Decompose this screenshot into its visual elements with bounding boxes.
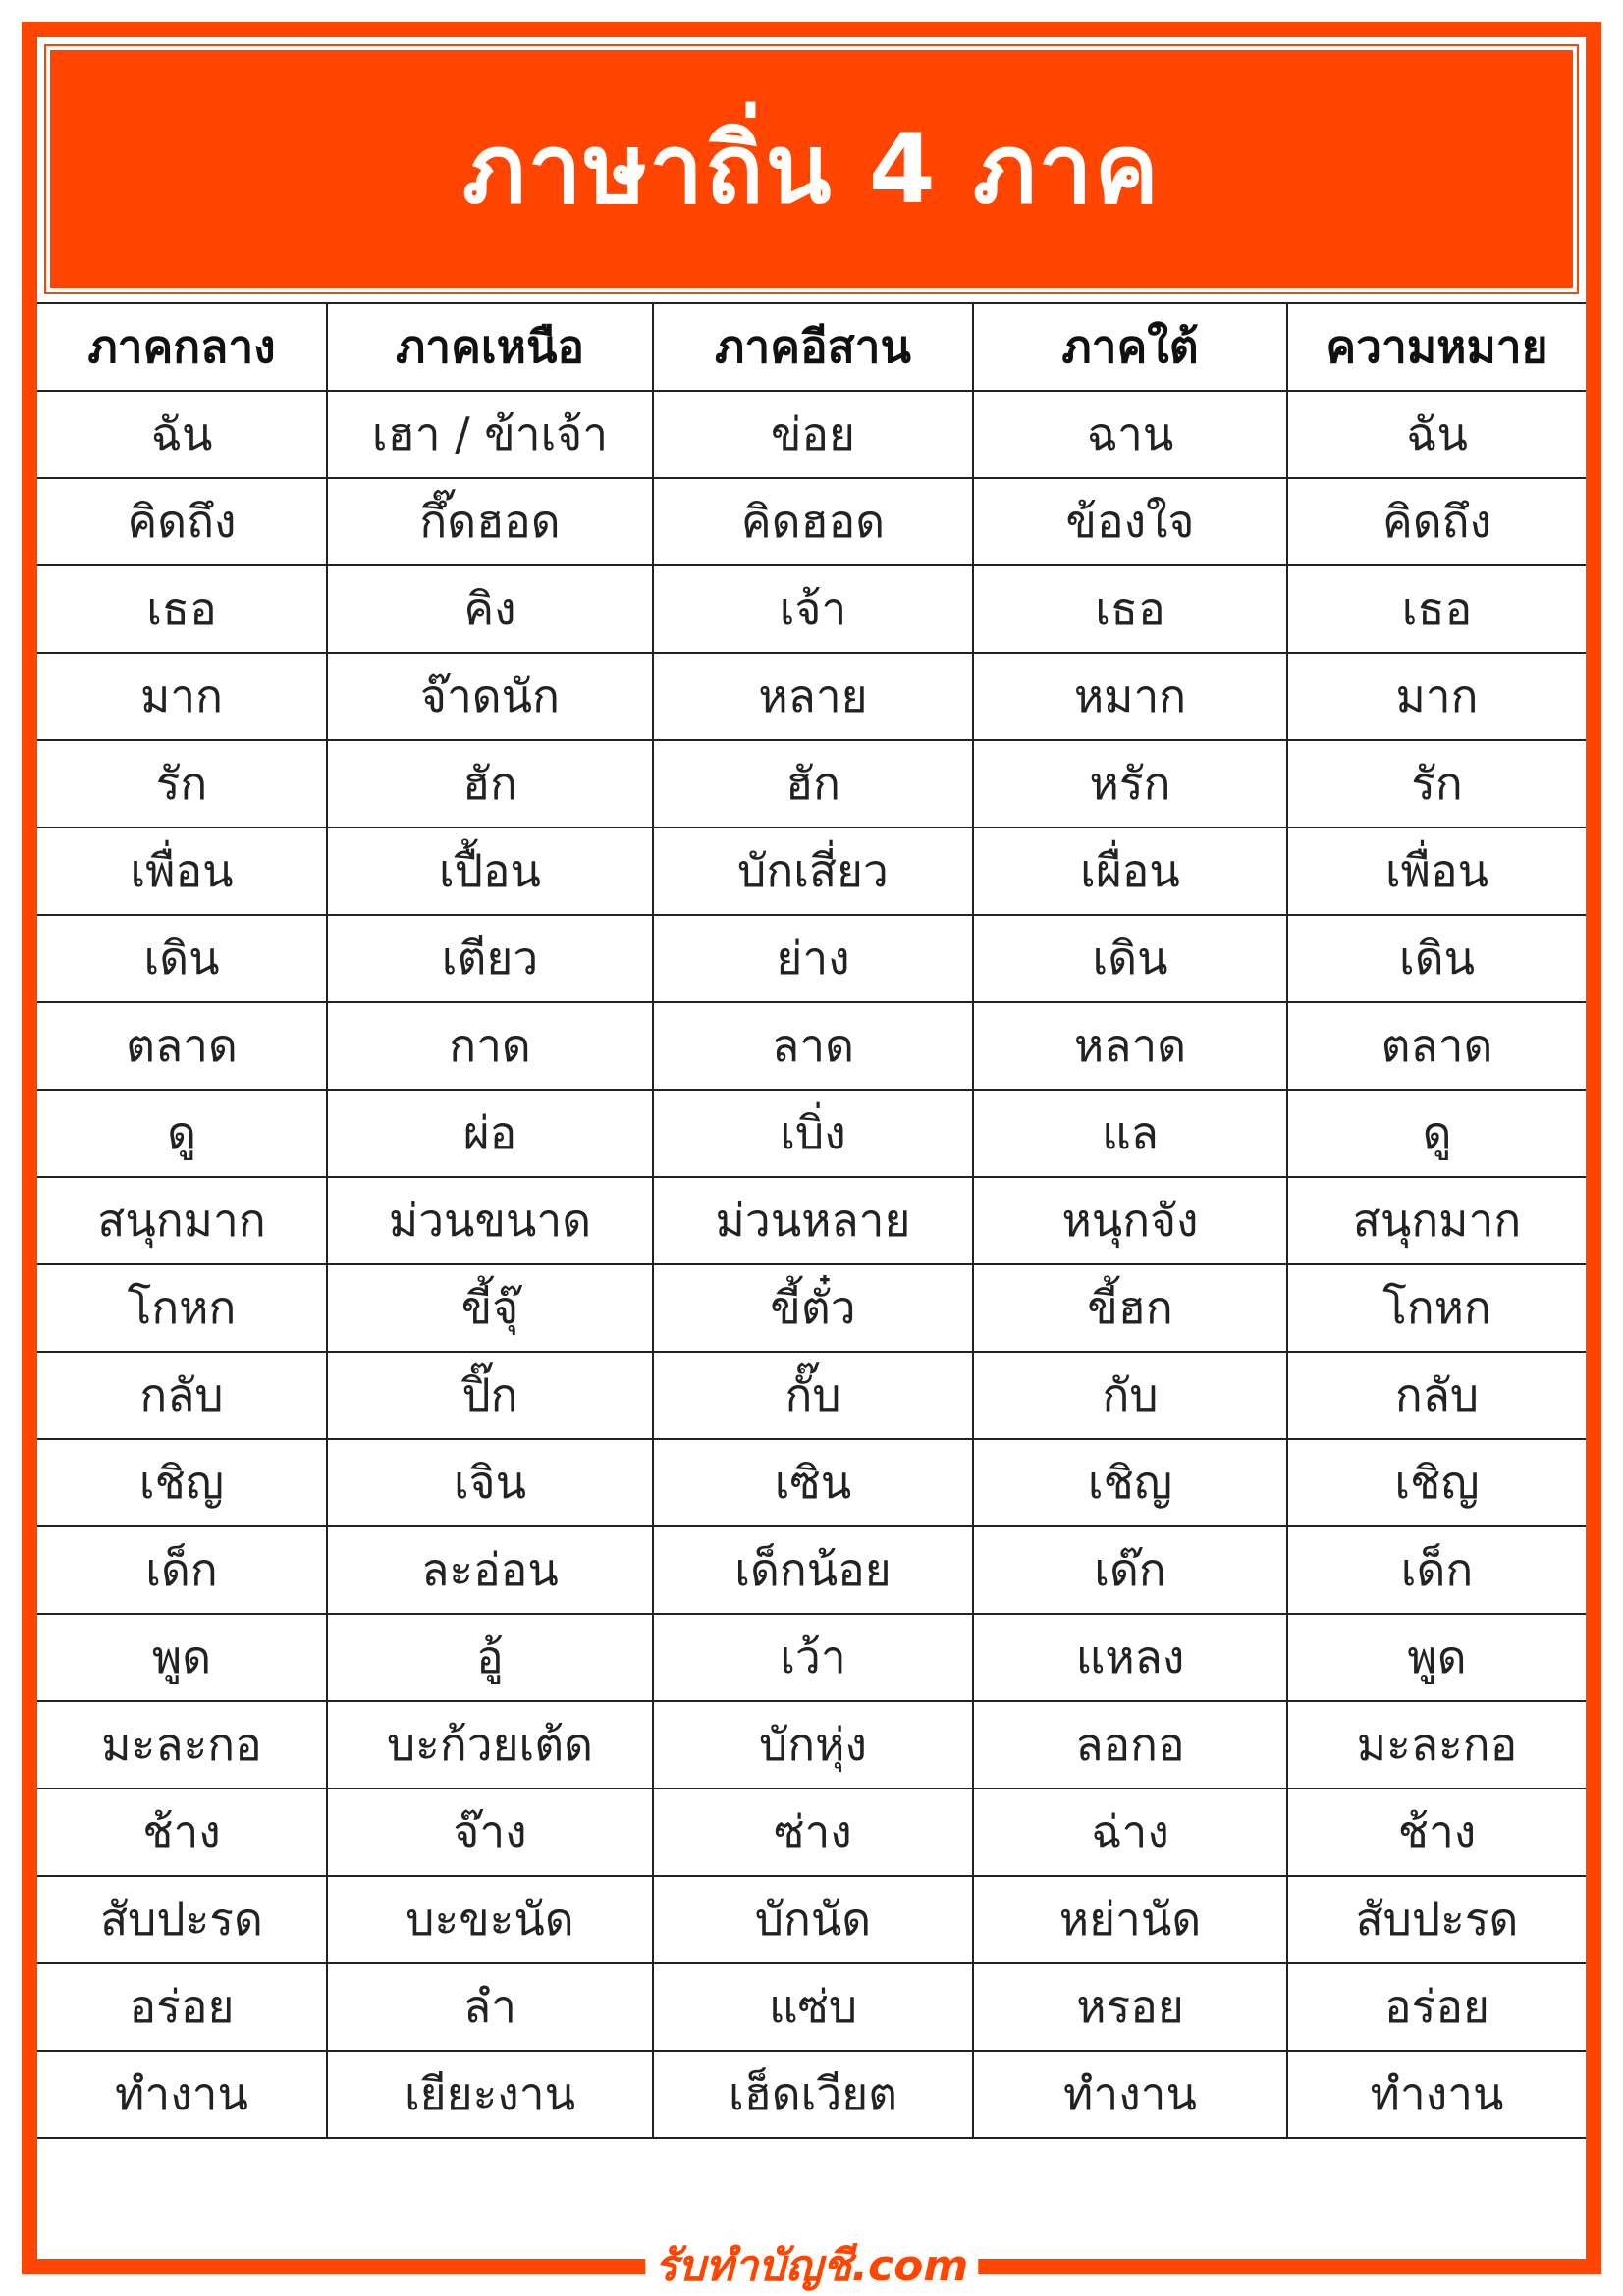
table-cell: มาก: [1287, 653, 1586, 740]
table-cell: เฮ็ดเวียต: [653, 2051, 973, 2138]
table-cell: บะขะนัด: [327, 1876, 653, 1963]
table-cell: ตลาด: [37, 1002, 327, 1090]
table-cell: ม่วนขนาด: [327, 1177, 653, 1264]
table-cell: มาก: [37, 653, 327, 740]
table-cell: หรัก: [973, 740, 1287, 828]
table-cell: ผ่อ: [327, 1090, 653, 1177]
table-row: [37, 1090, 1586, 1177]
table-cell: ทำงาน: [973, 2051, 1287, 2138]
table-cell: เจิน: [327, 1439, 653, 1526]
dialect-table: [37, 302, 1586, 2139]
table-cell: กั๊บ: [653, 1352, 973, 1439]
table-cell: ขี้ฮก: [973, 1264, 1287, 1352]
table-cell: ละอ่อน: [327, 1526, 653, 1614]
table-cell: ขี้จุ๊: [327, 1264, 653, 1352]
table-cell: กับ: [973, 1352, 1287, 1439]
table-row: [37, 1701, 1586, 1789]
table-row: [37, 1876, 1586, 1963]
table-cell: รัก: [37, 740, 327, 828]
table-cell: กาด: [327, 1002, 653, 1090]
table-cell: ดู: [37, 1090, 327, 1177]
table-row: [37, 915, 1586, 1002]
table-cell: เด๊ก: [973, 1526, 1287, 1614]
table-cell: ตลาด: [1287, 1002, 1586, 1090]
table-cell: เฮา / ข้าเจ้า: [327, 391, 653, 478]
table-cell: จ๊าดนัก: [327, 653, 653, 740]
column-header: ภาคกลาง: [37, 303, 327, 391]
table-body: [37, 391, 1586, 2138]
table-cell: ฮัก: [653, 740, 973, 828]
table-cell: อร่อย: [1287, 1963, 1586, 2051]
table-cell: ข้องใจ: [973, 478, 1287, 565]
table-cell: เชิญ: [1287, 1439, 1586, 1526]
table-row: [37, 1264, 1586, 1352]
table-cell: สับปะรด: [37, 1876, 327, 1963]
table-row: [37, 1002, 1586, 1090]
header-row: [37, 303, 1586, 391]
table-cell: คิง: [327, 565, 653, 653]
table-row: [37, 1439, 1586, 1526]
table-cell: ดู: [1287, 1090, 1586, 1177]
table-cell: เชิญ: [973, 1439, 1287, 1526]
table-row: [37, 2051, 1586, 2138]
table-cell: ม่วนหลาย: [653, 1177, 973, 1264]
table-cell: ฉาน: [973, 391, 1287, 478]
table-cell: หรอย: [973, 1963, 1287, 2051]
table-cell: เซิน: [653, 1439, 973, 1526]
table-row: [37, 1526, 1586, 1614]
table-cell: หย่านัด: [973, 1876, 1287, 1963]
table-row: [37, 1789, 1586, 1876]
table-cell: พูด: [1287, 1614, 1586, 1701]
table-header: [37, 303, 1586, 391]
table-cell: เจ้า: [653, 565, 973, 653]
column-header: ความหมาย: [1287, 303, 1586, 391]
title-banner: [46, 46, 1577, 292]
table-row: [37, 1352, 1586, 1439]
column-header: ภาคเหนือ: [327, 303, 653, 391]
table-cell: สนุกมาก: [1287, 1177, 1586, 1264]
table-cell: อู้: [327, 1614, 653, 1701]
table-cell: รัก: [1287, 740, 1586, 828]
table-cell: เด็ก: [1287, 1526, 1586, 1614]
table-cell: เดิน: [1287, 915, 1586, 1002]
table-cell: ปิ๊ก: [327, 1352, 653, 1439]
table-cell: ข่อย: [653, 391, 973, 478]
table-cell: แซ่บ: [653, 1963, 973, 2051]
table-cell: บักนัด: [653, 1876, 973, 1963]
table-cell: บะก้วยเต้ด: [327, 1701, 653, 1789]
table-row: [37, 1614, 1586, 1701]
table-cell: เผื่อน: [973, 828, 1287, 915]
table-cell: กลับ: [1287, 1352, 1586, 1439]
table-cell: ซ่าง: [653, 1789, 973, 1876]
table-cell: จ๊าง: [327, 1789, 653, 1876]
table-cell: ขี้ตั๋ว: [653, 1264, 973, 1352]
table-cell: เชิญ: [37, 1439, 327, 1526]
table-cell: เดิน: [973, 915, 1287, 1002]
table-cell: อร่อย: [37, 1963, 327, 2051]
column-header: ภาคใต้: [973, 303, 1287, 391]
table-cell: บักหุ่ง: [653, 1701, 973, 1789]
table-cell: สับปะรด: [1287, 1876, 1586, 1963]
table-cell: ทำงาน: [37, 2051, 327, 2138]
table-cell: มะละกอ: [37, 1701, 327, 1789]
table-cell: แล: [973, 1090, 1287, 1177]
table-cell: เธอ: [1287, 565, 1586, 653]
table-row: [37, 565, 1586, 653]
table-cell: หลาด: [973, 1002, 1287, 1090]
table-cell: เบิ่ง: [653, 1090, 973, 1177]
table-cell: เยียะงาน: [327, 2051, 653, 2138]
table-cell: หมาก: [973, 653, 1287, 740]
table-row: [37, 653, 1586, 740]
table-cell: โกหก: [37, 1264, 327, 1352]
table-cell: หนุกจัง: [973, 1177, 1287, 1264]
table-cell: เธอ: [973, 565, 1287, 653]
table-cell: พูด: [37, 1614, 327, 1701]
table-cell: แหลง: [973, 1614, 1287, 1701]
table-cell: เปื้อน: [327, 828, 653, 915]
table-cell: คิดถึง: [37, 478, 327, 565]
table-cell: ลาด: [653, 1002, 973, 1090]
table-cell: มะละกอ: [1287, 1701, 1586, 1789]
table-row: [37, 1963, 1586, 2051]
table-cell: ฮัก: [327, 740, 653, 828]
table-cell: บักเสี่ยว: [653, 828, 973, 915]
table-cell: ทำงาน: [1287, 2051, 1586, 2138]
table-cell: ช้าง: [37, 1789, 327, 1876]
table-cell: เด็กน้อย: [653, 1526, 973, 1614]
table-cell: เตียว: [327, 915, 653, 1002]
table-cell: สนุกมาก: [37, 1177, 327, 1264]
table-cell: ฉ่าง: [973, 1789, 1287, 1876]
table-cell: เว้า: [653, 1614, 973, 1701]
column-header: ภาคอีสาน: [653, 303, 973, 391]
table-cell: ย่าง: [653, 915, 973, 1002]
table-cell: ลอกอ: [973, 1701, 1287, 1789]
table-cell: ลำ: [327, 1963, 653, 2051]
table-row: [37, 740, 1586, 828]
table-cell: คิดฮอด: [653, 478, 973, 565]
table-cell: หลาย: [653, 653, 973, 740]
table-cell: เธอ: [37, 565, 327, 653]
table-cell: เพื่อน: [37, 828, 327, 915]
table-cell: เดิน: [37, 915, 327, 1002]
table-cell: คิดถึง: [1287, 478, 1586, 565]
table-cell: ฉัน: [1287, 391, 1586, 478]
table-row: [37, 391, 1586, 478]
table-row: [37, 1177, 1586, 1264]
table-cell: เพื่อน: [1287, 828, 1586, 915]
table-cell: กลับ: [37, 1352, 327, 1439]
table-row: [37, 828, 1586, 915]
table-cell: ช้าง: [1287, 1789, 1586, 1876]
page-title: ภาษาถิ่น 4 ภาค: [461, 114, 1162, 226]
table-row: [37, 478, 1586, 565]
table-cell: ฉัน: [37, 391, 327, 478]
table-cell: เด็ก: [37, 1526, 327, 1614]
footer-website: รับทำบัญชี.com: [645, 2241, 978, 2292]
table-cell: โกหก: [1287, 1264, 1586, 1352]
table-cell: กึ๊ดฮอด: [327, 478, 653, 565]
page-frame: [22, 22, 1601, 2291]
